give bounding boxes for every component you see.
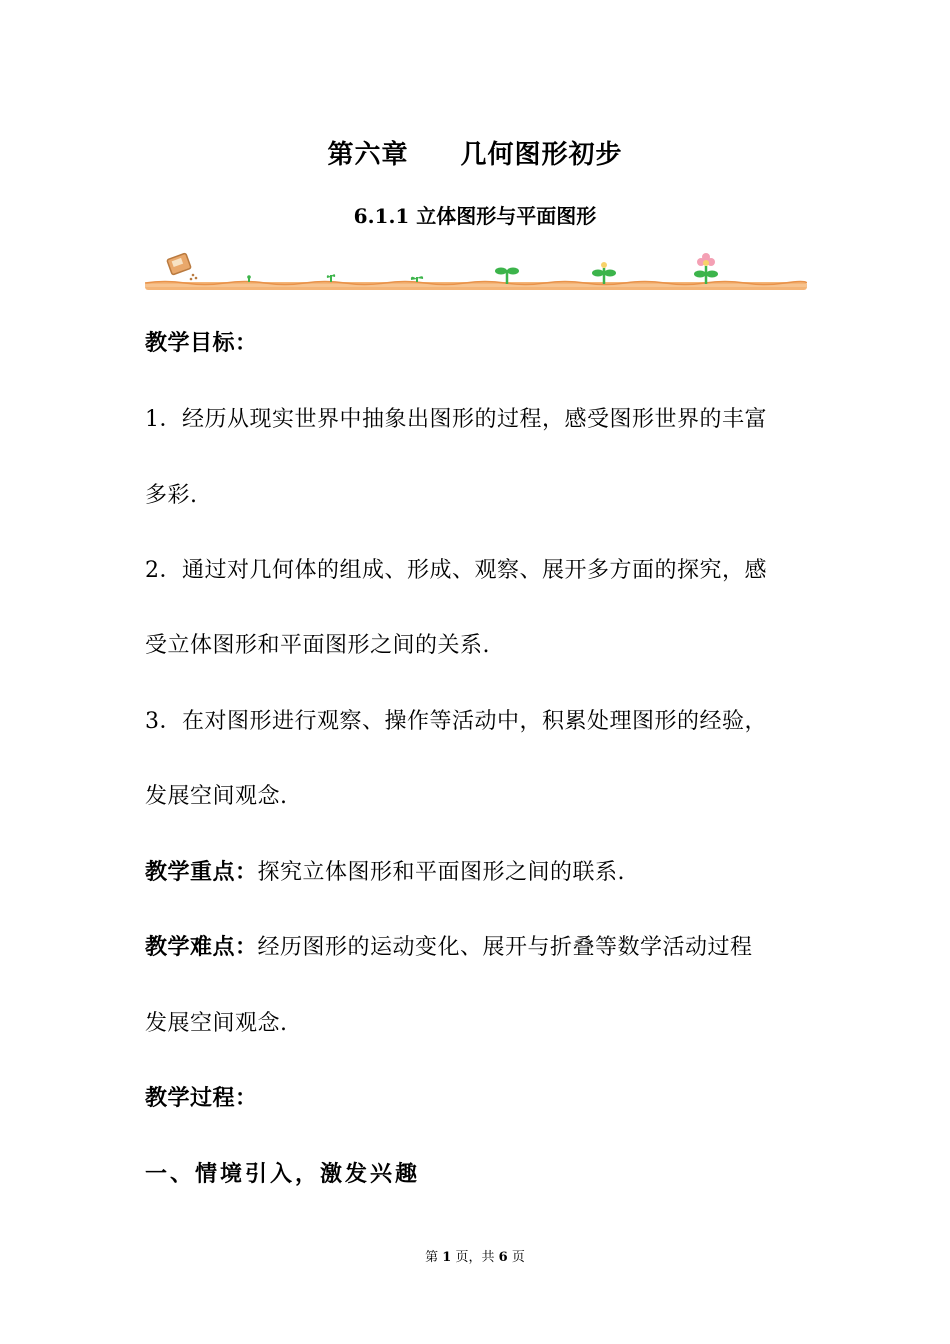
section-title: 6.1.1 立体图形与平面图形: [353, 204, 597, 228]
chapter-number: 第六章: [327, 140, 409, 170]
objective-1-line-1: 1．经历从现实世界中抽象出图形的过程，感受图形世界的丰富: [145, 407, 767, 432]
key-point: [145, 855, 625, 886]
objective-2-line-1: 2．通过对几何体的组成、形成、观察、展开多方面的探究，感: [145, 558, 767, 583]
objective-3-line-1: 3．在对图形进行观察、操作等活动中，积累处理图形的经验，: [145, 709, 767, 734]
growth-divider: [145, 244, 807, 296]
key-point-text: 探究立体图形和平面图形之间的联系.: [257, 860, 626, 885]
objective-3-line-2: 发展空间观念.: [145, 784, 288, 809]
footer-page-number: 1: [442, 1250, 452, 1265]
flower-icon: [694, 253, 718, 284]
seed-bag-icon: [167, 253, 197, 280]
footer-suffix: 页: [511, 1250, 525, 1265]
footer-total-pages: 6: [498, 1250, 508, 1265]
process-heading: 教学过程：: [145, 1085, 258, 1111]
footer-prefix: 第: [425, 1250, 439, 1265]
soil-strip: [145, 282, 807, 291]
page-footer: [0, 1246, 950, 1265]
chapter-name: 几何图形初步: [460, 140, 623, 170]
difficulty-text: 经历图形的运动变化、展开与折叠等数学活动过程: [257, 935, 753, 960]
objective-2-line-2: 受立体图形和平面图形之间的关系.: [145, 633, 490, 658]
difficulty-line-1: [145, 930, 753, 961]
footer-middle: 页，共: [455, 1250, 495, 1265]
seedling-icon: [592, 262, 616, 284]
chapter-title: [0, 134, 950, 171]
difficulty-label: 教学难点：: [145, 934, 258, 960]
objectives-heading: 教学目标：: [145, 330, 258, 356]
difficulty-line-2: 发展空间观念.: [145, 1011, 288, 1036]
section-1-heading: 一、情境引入，激发兴趣: [145, 1161, 421, 1187]
key-point-label: 教学重点：: [145, 859, 258, 885]
objective-1-line-2: 多彩.: [145, 483, 198, 508]
